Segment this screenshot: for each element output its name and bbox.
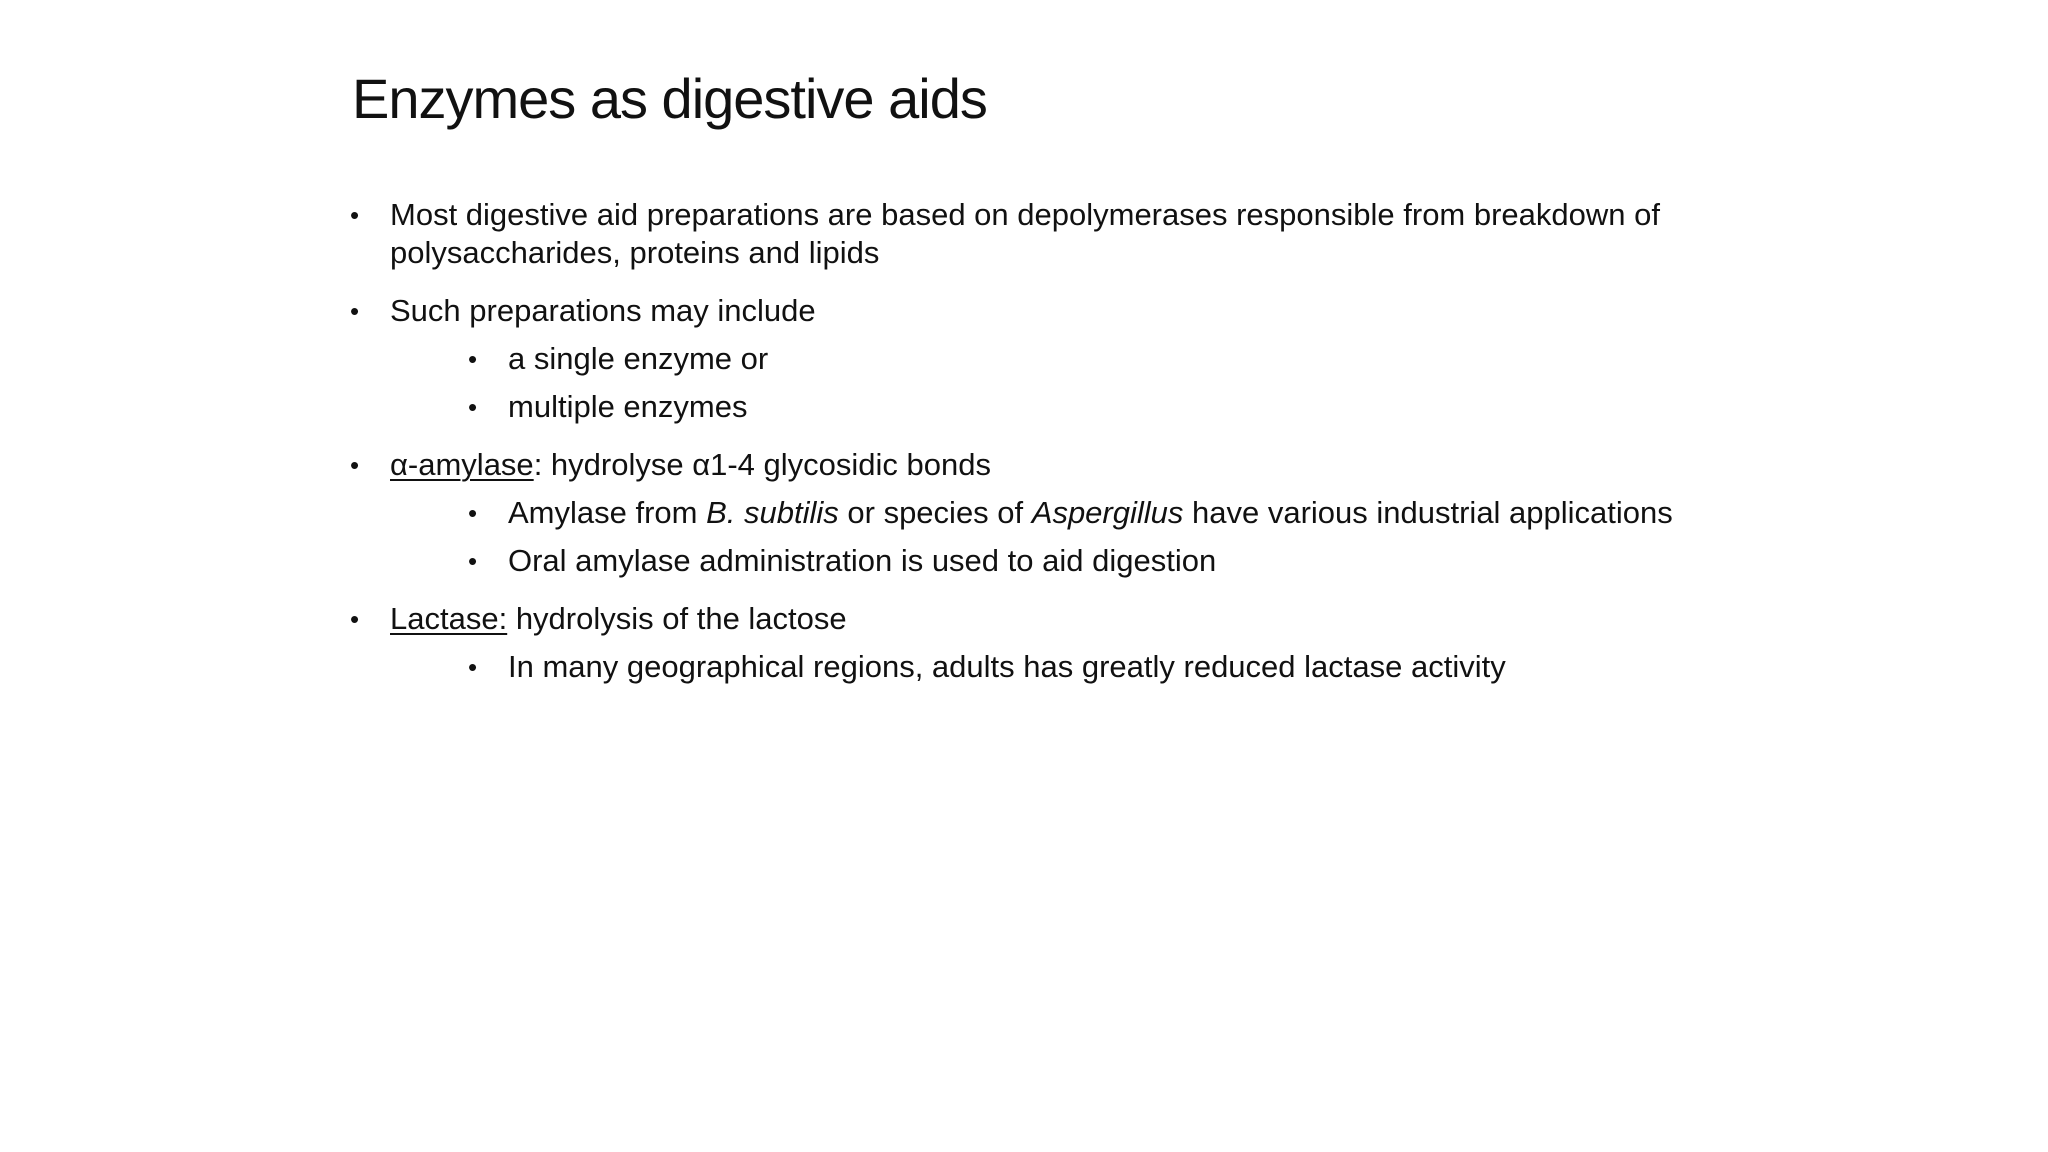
species-b-subtilis: B. subtilis xyxy=(706,495,839,530)
bullet-item xyxy=(350,600,1750,686)
sub-bullet-text: Oral amylase administration is used to aid digestion xyxy=(508,543,1217,578)
bullet-list xyxy=(350,196,1750,706)
bullet-icon: • xyxy=(350,604,360,634)
sub-bullet-item xyxy=(390,542,1750,580)
bullet-icon: • xyxy=(350,450,360,480)
bullet-item xyxy=(350,446,1750,580)
term-lactase: Lactase: xyxy=(390,601,508,636)
bullet-icon: • xyxy=(468,344,478,374)
sub-bullet-item xyxy=(390,494,1750,532)
sub-bullet-text: In many geographical regions, adults has greatly reduced lactase activity xyxy=(508,649,1506,684)
bullet-icon: • xyxy=(468,392,478,422)
sub-bullet-text: multiple enzymes xyxy=(508,389,748,424)
sub-bullet-item xyxy=(390,340,1750,378)
bullet-text: Most digestive aid preparations are based on depolymerases responsible from breakdown of polysaccharides, proteins and lipids xyxy=(390,197,1660,270)
sub-bullet-text: or species of xyxy=(838,495,1032,530)
sub-bullet-item xyxy=(390,388,1750,426)
bullet-icon: • xyxy=(468,546,478,576)
slide-title: Enzymes as digestive aids xyxy=(352,67,987,130)
bullet-icon: • xyxy=(468,652,478,682)
sub-bullet-text: Amylase from xyxy=(508,495,707,530)
bullet-text: hydrolysis of the lactose xyxy=(507,601,847,636)
bullet-icon: • xyxy=(350,200,360,230)
bullet-icon: • xyxy=(468,498,478,528)
sub-bullet-text: a single enzyme or xyxy=(508,341,769,376)
sub-bullet-text: have various industrial applications xyxy=(1183,495,1673,530)
term-alpha-amylase: α-amylase xyxy=(390,447,534,482)
bullet-text: Such preparations may include xyxy=(390,293,816,328)
sub-bullet-item xyxy=(390,648,1750,686)
bullet-icon: • xyxy=(350,296,360,326)
bullet-item xyxy=(350,196,1750,272)
bullet-text: : hydrolyse α1-4 glycosidic bonds xyxy=(533,447,991,482)
bullet-item xyxy=(350,292,1750,426)
species-aspergillus: Aspergillus xyxy=(1031,495,1184,530)
